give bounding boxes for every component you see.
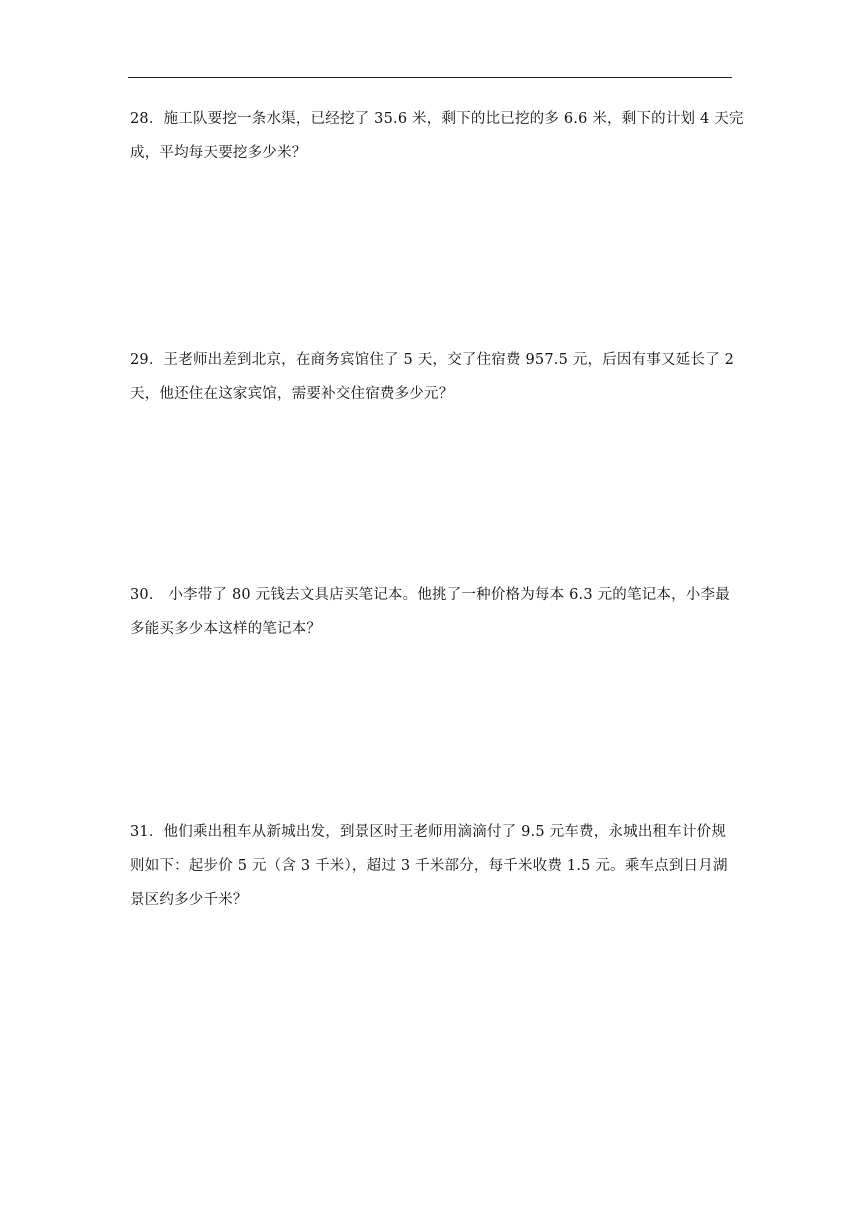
question-29-line-2: 天，他还住在这家宾馆，需要补交住宿费多少元？ — [130, 386, 454, 402]
header-rule — [128, 77, 732, 78]
question-30 — [130, 578, 734, 646]
question-30-line-2: 多能买多少本这样的笔记本？ — [130, 621, 322, 637]
question-29-line-1: 29．王老师出差到北京，在商务宾馆住了 5 天，交了住宿费 957.5 元，后因有事又延长了 2 — [130, 352, 735, 368]
question-30-line-1: 30． 小李带了 80 元钱去文具店买笔记本。他挑了一种价格为每本 6.3 元的笔记本，小李最 — [130, 587, 730, 603]
question-31 — [130, 815, 734, 917]
question-28-line-1: 28．施工队要挖一条水渠，已经挖了 35.6 米，剩下的比已挖的多 6.6 米，剩下的计划 4 天完 — [130, 111, 744, 127]
question-28 — [130, 102, 744, 170]
question-31-line-2: 则如下：起步价 5 元（含 3 千米），超过 3 千米部分，每千米收费 1.5 元。乘车点到日月湖 — [130, 858, 728, 874]
question-29 — [130, 343, 734, 411]
question-31-line-3: 景区约多少千米？ — [130, 892, 248, 908]
question-31-line-1: 31．他们乘出租车从新城出发，到景区时王老师用滴滴付了 9.5 元车费，永城出租车计价规 — [130, 824, 727, 840]
question-28-line-2: 成，平均每天要挖多少米？ — [130, 145, 307, 161]
